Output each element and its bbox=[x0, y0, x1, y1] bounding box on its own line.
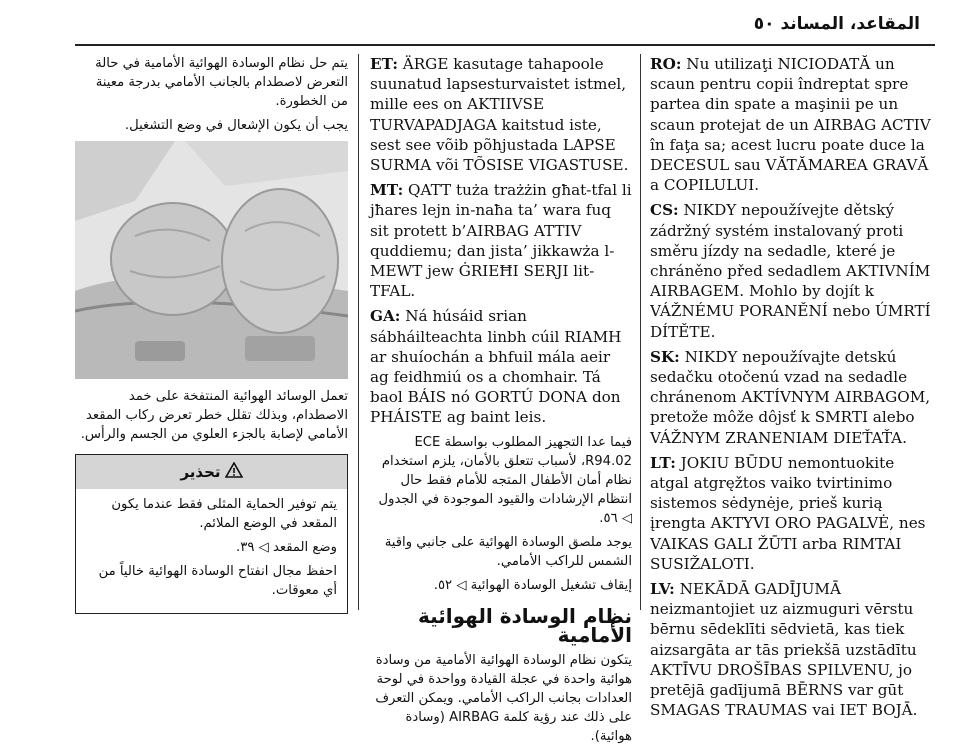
ignition-note: يجب أن يكون الإشعال في وضع التشغيل. bbox=[124, 118, 348, 133]
lt-warning bbox=[650, 453, 932, 574]
arabic-para-3: إيقاف تشغيل الوسادة الهوائية ◁ ٥٢. bbox=[433, 577, 632, 593]
warning-box bbox=[75, 454, 348, 614]
lang-code-ga: GA: bbox=[370, 307, 401, 326]
section-title: نظام الوسادة الهوائية الأمامية bbox=[417, 603, 632, 647]
lang-code-sk: SK: bbox=[650, 347, 680, 366]
arabic-para-2: يوجد ملصق الوسادة الهوائية على جانبي واقية الشمس للراكب الأمامي. bbox=[384, 534, 632, 569]
ro-text: Nu utilizaţi NICIODATĂ un scaun pentru copii îndreptat spre partea din spate a maşinii pe un scaun protejat de un AIRBAG ACTIV în faţa sa; acest lucru poate duce la DECESUL sau VĂTĂMAREA GRAVĂ a COPILULUI. bbox=[650, 55, 931, 195]
warning-triangle-icon bbox=[225, 462, 243, 483]
warning-text-3: احفظ مجال انفتاح الوسادة الهوائية خالياً من أي معوقات. bbox=[98, 564, 337, 598]
et-text: ÄRGE kasutage tahapoole suunatud lapsesturvaistet istmel, mille ees on AKTIIVSE TURVAPADJAGA kaitstud iste, sest see võib põhjustada LAPSE SURMA või TÕSISE VIGASTUSE. bbox=[370, 55, 629, 175]
header-rule bbox=[75, 44, 935, 46]
page-title: المقاعد، المساند ٥٠ bbox=[753, 14, 920, 34]
right-column bbox=[650, 54, 932, 726]
lv-warning bbox=[650, 579, 932, 720]
ro-warning bbox=[650, 54, 932, 195]
warning-header bbox=[76, 455, 347, 489]
arabic-block bbox=[370, 433, 632, 746]
lang-code-ro: RO: bbox=[650, 55, 682, 73]
middle-column bbox=[370, 54, 632, 751]
et-warning bbox=[370, 54, 632, 175]
lang-code-et: ET: bbox=[370, 55, 398, 73]
ga-warning bbox=[370, 306, 632, 427]
lt-text: JOKIU BŪDU nemontuokite atgal atgręžtos vaiko tvirtinimo sistemos sėdynėje, prieš kurią įrengta AKTYVI ORO PAGALVĖ, nes VAIKAS GALI ŽŪTI arba RIMTAI SUSIŽALOTI. bbox=[650, 453, 926, 573]
left-column bbox=[75, 54, 348, 614]
arabic-para-1: فيما عدا التجهيز المطلوب بواسطة ECE R94.02، لأسباب تتعلق بالأمان، يلزم استخدام نظام أمان الأطفال المتجه للأمام فقط حال انتظام الإرشادات والقيود الموجودة في الجدول ◁ ٥٦. bbox=[378, 434, 632, 526]
cs-warning bbox=[650, 200, 932, 341]
warning-text-1: يتم توفير الحماية المثلى فقط عندما يكون المقعد في الوضع الملائم. bbox=[111, 497, 337, 531]
lang-code-lt: LT: bbox=[650, 453, 676, 472]
mt-warning bbox=[370, 180, 632, 301]
ga-text: Ná húsáid srian sábháilteachta linbh cúil RIAMH ar shuíochán a bhfuil mála aeir ag feidhmiú os a chomhair. Tá baol BÁIS nó GORTÚ DONA don PHÁISTE ag baint leis. bbox=[370, 307, 622, 427]
airbag-deployed-image bbox=[75, 141, 348, 379]
sk-text: NIKDY nepoužívajte detskú sedačku otočenú vzad na sedadle chránenom AKTÍVNYM AIRBAGOM, pretože môže dôjsť k SMRTI alebo VÁŽNYM ZRANENIAM DIEŤAŤA. bbox=[650, 347, 931, 447]
section-text: يتكون نظام الوسادة الهوائية الأمامية من وسادة هوائية واحدة في عجلة القيادة وواحدة في لوحة العدادات بجانب الراكب الأمامي. ويمكن التعرف على ذلك عند رؤية كلمة AIRBAG (وسادة هوائية). bbox=[375, 652, 632, 744]
column-divider-1 bbox=[358, 54, 359, 610]
sk-warning bbox=[650, 347, 932, 448]
lang-code-cs: CS: bbox=[650, 201, 679, 220]
intro-paragraph: يتم حل نظام الوسادة الهوائية الأمامية في حالة التعرض لاصطدام بالجانب الأمامي بدرجة معينة من الخطورة. bbox=[95, 56, 348, 109]
cs-text: NIKDY nepoužívejte dětský zádržný systém instalovaný proti směru jízdy na sedadle, které je chráněno před sedadlem AKTIVNÍM AIRBAGEM. Mohlo by dojít k VÁŽNÉMU PORANĚNÍ nebo ÚMRTÍ DÍTĚTE. bbox=[650, 201, 931, 341]
warning-body bbox=[76, 489, 347, 613]
column-divider-2 bbox=[640, 54, 641, 610]
lang-code-lv: LV: bbox=[650, 580, 675, 599]
lv-text: NEKĀDĀ GADĪJUMĀ neizmantojiet uz aizmuguri vērstu bērnu sēdeklīti sēdvietā, kas tiek aizsargāta ar tās priekšā uzstādītu AKTĪVU DROŠĪBAS SPILVENU, jo pretējā gadījumā BĒRNS var gūt SMAGAS TRAUMAS vai IET BOJĀ. bbox=[650, 580, 918, 720]
page-header bbox=[0, 0, 960, 40]
mt-text: QATT tuża trażżin għat-tfal li jħares lejn in-naħa ta’ wara fuq sit protett b’AIRBAG ATTIV quddiemu; dan jista’ jikkawża l-MEWT jew ĠRIEĦI SERJI lit-TFAL. bbox=[370, 181, 632, 301]
warning-text-2: وضع المقعد ◁ ٣٩. bbox=[236, 540, 337, 555]
lang-code-mt: MT: bbox=[370, 181, 404, 200]
airbag-illustration bbox=[75, 141, 348, 379]
warning-title: تحذير bbox=[180, 462, 221, 481]
image-caption: تعمل الوسائد الهوائية المنتفخة على خمد الاصطدام، وبذلك تقلل خطر تعرض ركاب المقعد الأمامي لإصابة بالجزء العلوي من الجسم والرأس. bbox=[80, 389, 348, 442]
